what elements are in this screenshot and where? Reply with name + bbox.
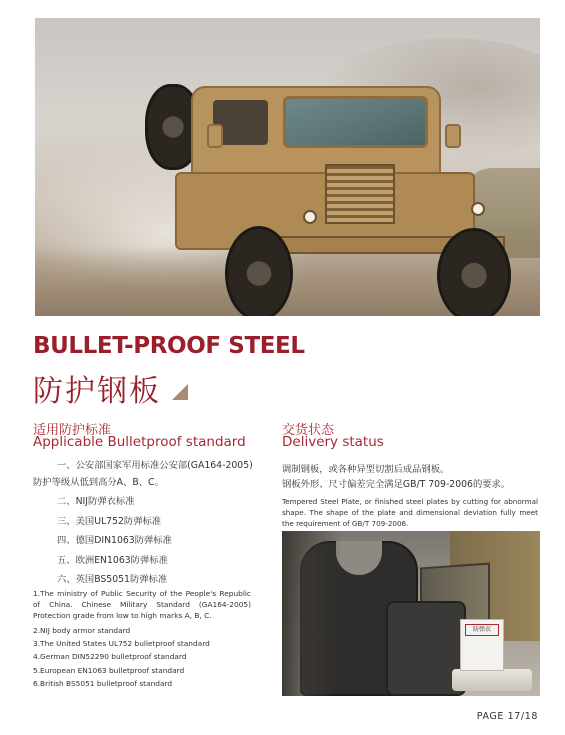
standard-note: 1.The ministry of Public Security of the People's Republic of China. Chinese Military Standard (GA164-2005) Protection grade from low to high marks A, B, C. [33, 589, 251, 621]
standards-heading-cn: 适用防护标准 [33, 423, 112, 438]
delivery-heading-en: Delivery status [282, 434, 384, 450]
standard-item: 二、NIJ防弹衣标准 [57, 496, 135, 507]
standards-heading-en: Applicable Bulletproof standard [33, 434, 246, 450]
front-right-tire [437, 228, 511, 316]
display-sign-label: 防弹衣 [465, 624, 499, 636]
armored-vehicle [145, 76, 525, 316]
bulletproof-vest-photo [282, 531, 540, 696]
standards-list-cn [33, 458, 255, 592]
delivery-text-en: Tempered Steel Plate, or finished steel plates by cutting for abnormal shape. The shape of the plate and dimensional deviation fully meet the requirement of GB/T 709-2006. [282, 497, 538, 528]
delivery-line-cn: 调制钢板，或各种异型切割后成品钢板。 [282, 464, 450, 475]
right-mirror [445, 124, 461, 148]
standard-item: 六、英国BS5051防弹标准 [57, 574, 168, 585]
corner-triangle-icon [172, 384, 188, 400]
standard-note: 2.NIJ body armor standard [33, 625, 131, 635]
front-grille [325, 164, 395, 224]
page-title-en: BULLET-PROOF STEEL [33, 333, 305, 359]
delivery-heading-cn: 交货状态 [282, 423, 335, 438]
left-headlight [303, 210, 317, 224]
standards-notes-en [33, 588, 251, 691]
page-title-cn: 防护钢板 [33, 374, 161, 409]
standard-item: 三、美国UL752防弹标准 [57, 515, 162, 527]
standard-item: 四、德国DIN1063防弹标准 [57, 535, 172, 546]
standard-item: 一、公安部国家军用标准公安部(GA164-2005)防护等级从低到高分A、B、C。 [33, 460, 253, 488]
standard-item: 五、欧洲EN1063防弹标准 [57, 554, 168, 566]
front-left-tire [225, 226, 293, 316]
standard-note: 5.European EN1063 bulletproof standard [33, 665, 185, 675]
standard-note: 6.British BS5051 bulletproof standard [33, 678, 173, 688]
armored-vehicle-photo [35, 18, 540, 316]
display-stand-base [452, 669, 532, 691]
standard-note: 3.The United States UL752 bulletproof standard [33, 638, 210, 648]
page-number: PAGE 17/18 [476, 711, 538, 722]
photo-shadow [282, 531, 342, 696]
windshield [283, 96, 428, 148]
right-headlight [471, 202, 485, 216]
delivery-line-cn: 钢板外形、尺寸偏差完全满足GB/T 709-2006的要求。 [282, 479, 511, 490]
vehicle-cab [191, 86, 441, 176]
left-mirror [207, 124, 223, 148]
delivery-text-cn [282, 462, 532, 492]
display-sign [460, 619, 504, 671]
standard-note: 4.German DIN52290 bulletproof standard [33, 652, 187, 662]
